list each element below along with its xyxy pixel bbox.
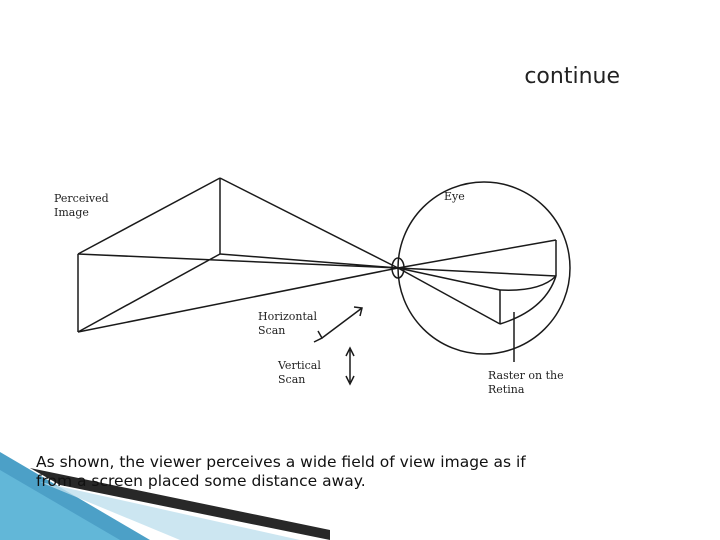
vertical-scan-label-line1: Vertical <box>278 359 321 372</box>
vertical-scan-label-line2: Scan <box>278 373 306 386</box>
caption-line-1: As shown, the viewer perceives a wide field of view image as if <box>36 453 526 471</box>
eye-circle <box>398 182 570 354</box>
horizontal-scan-label-line1: Horizontal <box>258 310 317 323</box>
caption-line-2: from a screen placed some distance away. <box>36 472 366 490</box>
eye-label: Eye <box>444 190 465 203</box>
slide-title: continue <box>524 64 620 89</box>
slide-caption <box>36 453 596 491</box>
horizontal-scan-arrow <box>322 308 362 338</box>
raster-label-line2: Retina <box>488 383 525 396</box>
raster-label-line1: Raster on the <box>488 369 564 382</box>
perceived-image-label-line1: Perceived <box>54 192 109 205</box>
perceived-image-label-line2: Image <box>54 206 89 219</box>
horizontal-scan-label-line2: Scan <box>258 324 286 337</box>
